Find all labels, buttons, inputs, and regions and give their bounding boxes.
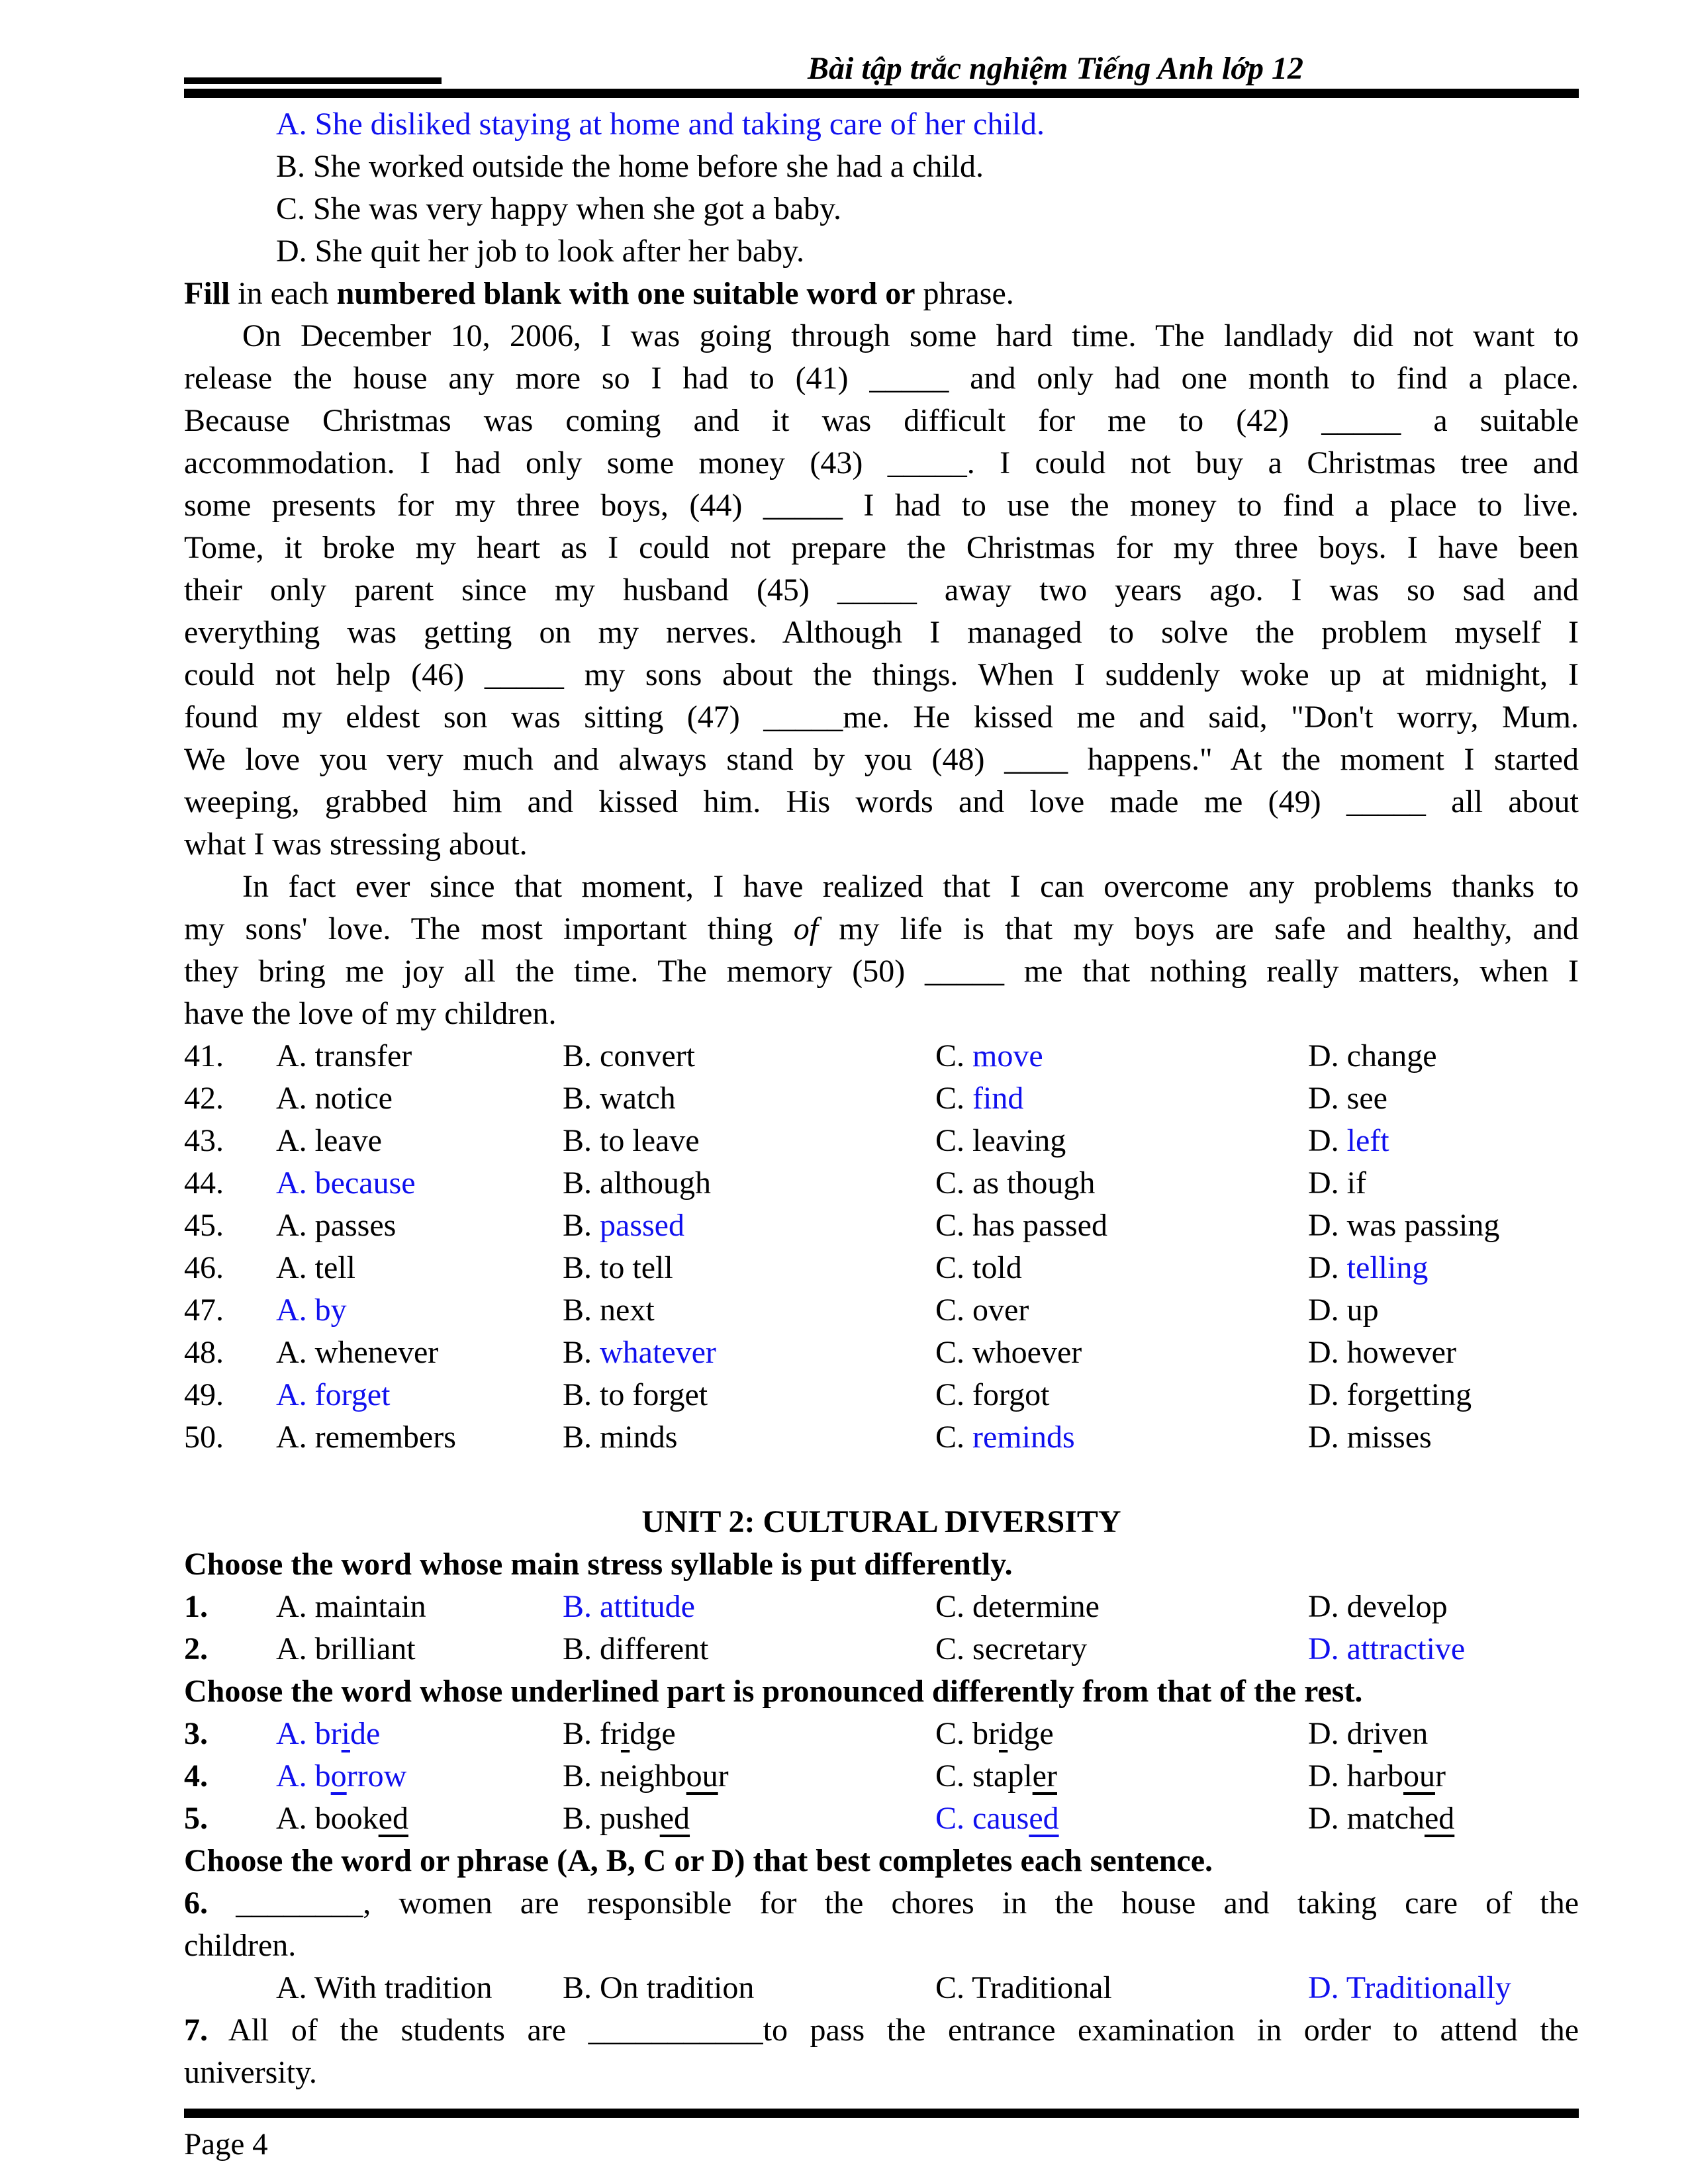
text-run: D. if [1308, 1165, 1366, 1201]
text-run: de [350, 1716, 381, 1751]
text-run: A. br [276, 1716, 342, 1751]
choice-row [184, 1374, 1579, 1416]
text-run: C. br [935, 1716, 999, 1751]
question-line [184, 2009, 1579, 2052]
choice-row [184, 1162, 1579, 1205]
passage-line [184, 400, 1579, 442]
text-run: C. whoever [935, 1335, 1082, 1370]
text-run: Choose the word whose main stress syllable is put differently. [184, 1547, 1013, 1582]
choice-row [184, 1289, 1579, 1332]
text-run: ven [1382, 1716, 1429, 1751]
choice-option [1308, 1628, 1579, 1670]
text-run: passed [600, 1208, 684, 1243]
choice-option [563, 1713, 935, 1755]
text-run: C. has passed [935, 1208, 1107, 1243]
text-run: children. [184, 1928, 297, 1963]
text-run: some presents for my three boys, (44) _____ I had to use the money to find a place to live. [184, 488, 1579, 523]
choice-option [935, 1586, 1308, 1628]
passage-line [184, 527, 1579, 569]
text-run: B. to tell [563, 1250, 673, 1285]
text-run: C. leaving [935, 1123, 1066, 1158]
choice-row [184, 1586, 1579, 1628]
choice-option [563, 1586, 935, 1628]
answer-option-line [184, 146, 1579, 188]
text-run: B. different [563, 1631, 709, 1666]
text-run: i [341, 1716, 350, 1751]
document-body [184, 103, 1579, 2094]
text-run: what I was stressing about. [184, 827, 528, 862]
text-run: D. however [1308, 1335, 1456, 1370]
text-run: weeping, grabbed him and kissed him. His words and love made me (49) _____ all about [184, 784, 1579, 819]
instruction-line [184, 1670, 1579, 1713]
text-run: C. [935, 1420, 973, 1455]
text-run: my sons' love. The most important thing [184, 911, 794, 946]
choice-option [1308, 1205, 1579, 1247]
text-run: Fill [184, 276, 230, 311]
text-run: rrow [346, 1758, 407, 1794]
text-run: 2. [184, 1631, 208, 1666]
choice-option [935, 1035, 1308, 1077]
question-number [184, 1967, 276, 2009]
choice-row [184, 1967, 1579, 2009]
text-run: numbered blank with one suitable word or [336, 276, 915, 311]
choice-option [935, 1162, 1308, 1205]
choice-row [184, 1628, 1579, 1670]
text-run: C. [935, 1038, 973, 1073]
section-heading [184, 1501, 1579, 1543]
text-run: C. Traditional [935, 1970, 1112, 2005]
passage-line [184, 993, 1579, 1035]
text-run: 43. [184, 1123, 224, 1158]
passage-line [184, 484, 1579, 527]
choice-option [935, 1797, 1308, 1840]
question-number [184, 1035, 276, 1077]
text-run: release the house any more so I had to (41) _____ and only had one month to find a place. [184, 361, 1579, 396]
text-run: 3. [184, 1716, 208, 1751]
text-run: A. b [276, 1758, 331, 1794]
text-run: 41. [184, 1038, 224, 1073]
text-run: everything was getting on my nerves. Although I managed to solve the problem myself I [184, 615, 1579, 650]
text-run: C. determine [935, 1589, 1100, 1624]
choice-row [184, 1416, 1579, 1459]
choice-row [184, 1247, 1579, 1289]
text-run: 50. [184, 1420, 224, 1455]
choice-option [276, 1967, 563, 2009]
choice-option [276, 1332, 563, 1374]
text-run: er [1032, 1758, 1057, 1794]
text-run: A. whenever [276, 1335, 439, 1370]
instruction-line [184, 1840, 1579, 1882]
choice-option [563, 1416, 935, 1459]
text-run: C. stapl [935, 1758, 1033, 1794]
choice-option [276, 1247, 563, 1289]
choice-option [1308, 1797, 1579, 1840]
text-run: B. [563, 1335, 600, 1370]
text-run: D. was passing [1308, 1208, 1500, 1243]
text-run: B. attitude [563, 1589, 695, 1624]
passage-line [184, 357, 1579, 400]
text-run: ed [1424, 1801, 1455, 1836]
question-number [184, 1374, 276, 1416]
answer-option-line [184, 188, 1579, 230]
text-run: they bring me joy all the time. The memory (50) _____ me that nothing really matters, when I [184, 954, 1579, 989]
text-run: A. remembers [276, 1420, 456, 1455]
choice-option [1308, 1162, 1579, 1205]
text-run: Because Christmas was coming and it was difficult for me to (42) _____ a suitable [184, 403, 1579, 438]
text-run: accommodation. I had only some money (43) _____. I could not buy a Christmas tree and [184, 445, 1579, 480]
text-run: D. [1308, 1250, 1347, 1285]
question-number [184, 1120, 276, 1162]
passage-line [184, 696, 1579, 739]
text-run: in each [230, 276, 337, 311]
text-run: B. push [563, 1801, 660, 1836]
choice-option [563, 1755, 935, 1797]
passage-line [184, 442, 1579, 484]
passage-line [184, 315, 1579, 357]
header-rule [184, 89, 1579, 98]
text-run: D. attractive [1308, 1631, 1466, 1666]
question-line [184, 2052, 1579, 2094]
text-run: i [999, 1716, 1008, 1751]
text-run: dge [630, 1716, 676, 1751]
text-run: dge [1008, 1716, 1054, 1751]
text-run: B. watch [563, 1081, 676, 1116]
choice-option [935, 1755, 1308, 1797]
text-run: Choose the word or phrase (A, B, C or D) that best completes each sentence. [184, 1843, 1213, 1878]
fill-instruction [184, 273, 1579, 315]
text-run: B. minds [563, 1420, 678, 1455]
choice-row [184, 1797, 1579, 1840]
choice-option [276, 1797, 563, 1840]
choice-option [935, 1247, 1308, 1289]
text-run: Choose the word whose underlined part is pronounced differently from that of the rest. [184, 1674, 1363, 1709]
choice-option [935, 1628, 1308, 1670]
text-run: A. maintain [276, 1589, 426, 1624]
text-run: A. book [276, 1801, 379, 1836]
choice-option [1308, 1586, 1579, 1628]
text-run: phrase. [915, 276, 1014, 311]
text-run: A. transfer [276, 1038, 412, 1073]
choice-option [935, 1289, 1308, 1332]
choice-row [184, 1035, 1579, 1077]
text-run: could not help (46) _____ my sons about the things. When I suddenly woke up at midnight, I [184, 657, 1579, 692]
choice-option [935, 1120, 1308, 1162]
text-run: ed [1029, 1801, 1059, 1836]
answer-option-line [184, 103, 1579, 146]
choice-option [1308, 1374, 1579, 1416]
header-short-rule [184, 77, 442, 84]
choice-option [563, 1205, 935, 1247]
text-run: o [330, 1758, 347, 1794]
question-number [184, 1416, 276, 1459]
text-run: A. brilliant [276, 1631, 416, 1666]
text-run: whatever [600, 1335, 716, 1370]
text-run: left [1346, 1123, 1389, 1158]
text-run: All of the students are ___________to pass the entrance examination in order to attend the [208, 2013, 1579, 2048]
choice-option [276, 1120, 563, 1162]
text-run: ed [378, 1801, 408, 1836]
text-run: have the love of my children. [184, 996, 557, 1031]
text-run: i [620, 1716, 630, 1751]
choice-option [1308, 1077, 1579, 1120]
text-run: Tome, it broke my heart as I could not prepare the Christmas for my three boys. I have been [184, 530, 1579, 565]
choice-option [935, 1205, 1308, 1247]
choice-option [935, 1374, 1308, 1416]
choice-option [935, 1077, 1308, 1120]
passage-line [184, 908, 1579, 950]
passage-line [184, 569, 1579, 612]
question-number [184, 1077, 276, 1120]
choice-row [184, 1755, 1579, 1797]
text-run: D. harb [1308, 1758, 1403, 1794]
text-run: D. dr [1308, 1716, 1374, 1751]
text-run: D. forgetting [1308, 1377, 1472, 1412]
answer-option-line [184, 230, 1579, 273]
text-run: C. [935, 1081, 973, 1116]
text-run: 45. [184, 1208, 224, 1243]
text-run: of [793, 911, 819, 946]
text-run: r [1434, 1758, 1446, 1794]
text-run: A. forget [276, 1377, 391, 1412]
choice-option [563, 1332, 935, 1374]
text-run: B. [563, 1208, 600, 1243]
text-run: D. match [1308, 1801, 1425, 1836]
text-run: 42. [184, 1081, 224, 1116]
choice-option [1308, 1035, 1579, 1077]
text-run: university. [184, 2055, 317, 2090]
choice-option [1308, 1416, 1579, 1459]
choice-option [1308, 1120, 1579, 1162]
text-run: UNIT 2: CULTURAL DIVERSITY [641, 1504, 1121, 1539]
text-run: A. tell [276, 1250, 355, 1285]
choice-option [563, 1967, 935, 2009]
choice-option [935, 1332, 1308, 1374]
choice-option [563, 1247, 935, 1289]
choice-option [563, 1162, 935, 1205]
text-run: D. up [1308, 1293, 1379, 1328]
question-number [184, 1247, 276, 1289]
text-run: reminds [972, 1420, 1075, 1455]
text-run: A. With tradition [276, 1970, 492, 2005]
choice-option [563, 1289, 935, 1332]
spacer [184, 1459, 1579, 1501]
question-number [184, 1797, 276, 1840]
text-run: find [972, 1081, 1024, 1116]
text-run: C. forgot [935, 1377, 1050, 1412]
text-run: 48. [184, 1335, 224, 1370]
document-title: Bài tập trắc nghiệm Tiếng Anh lớp 12 [808, 51, 1303, 86]
passage-line [184, 866, 1579, 908]
text-run: B. although [563, 1165, 711, 1201]
choice-option [563, 1797, 935, 1840]
question-number [184, 1586, 276, 1628]
text-run: i [1373, 1716, 1382, 1751]
passage-line [184, 612, 1579, 654]
text-run: ed [659, 1801, 690, 1836]
choice-option [276, 1374, 563, 1416]
text-run: ________, women are responsible for the chores in the house and taking care of the [208, 1886, 1579, 1921]
choice-option [276, 1289, 563, 1332]
passage-line [184, 654, 1579, 696]
text-run: D. change [1308, 1038, 1437, 1073]
text-run: C. caus [935, 1801, 1029, 1836]
choice-option [563, 1374, 935, 1416]
text-run: B. to leave [563, 1123, 700, 1158]
text-run: 6. [184, 1886, 208, 1921]
choice-option [276, 1416, 563, 1459]
passage-line [184, 823, 1579, 866]
question-number [184, 1289, 276, 1332]
text-run: 49. [184, 1377, 224, 1412]
question-line [184, 1882, 1579, 1925]
text-run: A. by [276, 1293, 347, 1328]
text-run: D. misses [1308, 1420, 1432, 1455]
choice-option [1308, 1332, 1579, 1374]
footer-rule [184, 2109, 1579, 2118]
choice-option [276, 1077, 563, 1120]
text-run: B. She worked outside the home before she had a child. [276, 149, 984, 184]
text-run: On December 10, 2006, I was going through some hard time. The landlady did not want to [242, 318, 1579, 353]
text-run: D. Traditionally [1308, 1970, 1511, 2005]
text-run: C. over [935, 1293, 1029, 1328]
choice-option [276, 1205, 563, 1247]
text-run: ou [1403, 1758, 1435, 1794]
text-run: C. told [935, 1250, 1022, 1285]
choice-option [1308, 1713, 1579, 1755]
text-run: B. On tradition [563, 1970, 755, 2005]
choice-option [1308, 1247, 1579, 1289]
text-run: B. neighb [563, 1758, 686, 1794]
passage-line [184, 739, 1579, 781]
choice-option [1308, 1967, 1579, 2009]
text-run: move [972, 1038, 1043, 1073]
text-run: C. secretary [935, 1631, 1088, 1666]
choice-row [184, 1332, 1579, 1374]
text-run: A. She disliked staying at home and taking care of her child. [276, 107, 1045, 142]
text-run: their only parent since my husband (45) _____ away two years ago. I was so sad and [184, 572, 1579, 608]
text-run: ou [686, 1758, 718, 1794]
choice-option [935, 1416, 1308, 1459]
page-number-label: Page 4 [184, 2127, 268, 2161]
text-run: In fact ever since that moment, I have realized that I can overcome any problems thanks to [242, 869, 1579, 904]
choice-row [184, 1120, 1579, 1162]
question-line [184, 1925, 1579, 1967]
passage-line [184, 781, 1579, 823]
text-run: 1. [184, 1589, 208, 1624]
text-run: A. passes [276, 1208, 397, 1243]
choice-row [184, 1077, 1579, 1120]
text-run: 5. [184, 1801, 208, 1836]
choice-option [935, 1713, 1308, 1755]
choice-option [563, 1035, 935, 1077]
choice-row [184, 1205, 1579, 1247]
text-run: B. convert [563, 1038, 695, 1073]
choice-option [935, 1967, 1308, 2009]
choice-option [276, 1755, 563, 1797]
text-run: D. see [1308, 1081, 1387, 1116]
question-number [184, 1755, 276, 1797]
choice-option [276, 1628, 563, 1670]
question-number [184, 1205, 276, 1247]
text-run: A. notice [276, 1081, 393, 1116]
question-number [184, 1332, 276, 1374]
text-run: telling [1346, 1250, 1429, 1285]
instruction-line [184, 1543, 1579, 1586]
text-run: A. leave [276, 1123, 382, 1158]
text-run: 47. [184, 1293, 224, 1328]
text-run: A. because [276, 1165, 416, 1201]
choice-row [184, 1713, 1579, 1755]
text-run: D. [1308, 1123, 1347, 1158]
text-run: D. develop [1308, 1589, 1448, 1624]
text-run: 44. [184, 1165, 224, 1201]
choice-option [563, 1628, 935, 1670]
text-run: 7. [184, 2013, 208, 2048]
choice-option [276, 1586, 563, 1628]
choice-option [1308, 1289, 1579, 1332]
text-run: r [718, 1758, 729, 1794]
question-number [184, 1713, 276, 1755]
text-run: B. to forget [563, 1377, 708, 1412]
text-run: my life is that my boys are safe and healthy, and [818, 911, 1579, 946]
text-run: 4. [184, 1758, 208, 1794]
text-run: B. next [563, 1293, 655, 1328]
passage-line [184, 950, 1579, 993]
text-run: B. fr [563, 1716, 621, 1751]
text-run: 46. [184, 1250, 224, 1285]
choice-option [276, 1713, 563, 1755]
question-number [184, 1628, 276, 1670]
text-run: We love you very much and always stand by you (48) ____ happens." At the moment I started [184, 742, 1579, 777]
choice-option [276, 1035, 563, 1077]
text-run: C. as though [935, 1165, 1096, 1201]
text-run: found my eldest son was sitting (47) _____me. He kissed me and said, "Don't worry, Mum. [184, 700, 1579, 735]
choice-option [1308, 1755, 1579, 1797]
question-number [184, 1162, 276, 1205]
choice-option [276, 1162, 563, 1205]
choice-option [563, 1077, 935, 1120]
text-run: D. She quit her job to look after her baby. [276, 234, 805, 269]
text-run: C. She was very happy when she got a baby. [276, 191, 842, 226]
choice-option [563, 1120, 935, 1162]
